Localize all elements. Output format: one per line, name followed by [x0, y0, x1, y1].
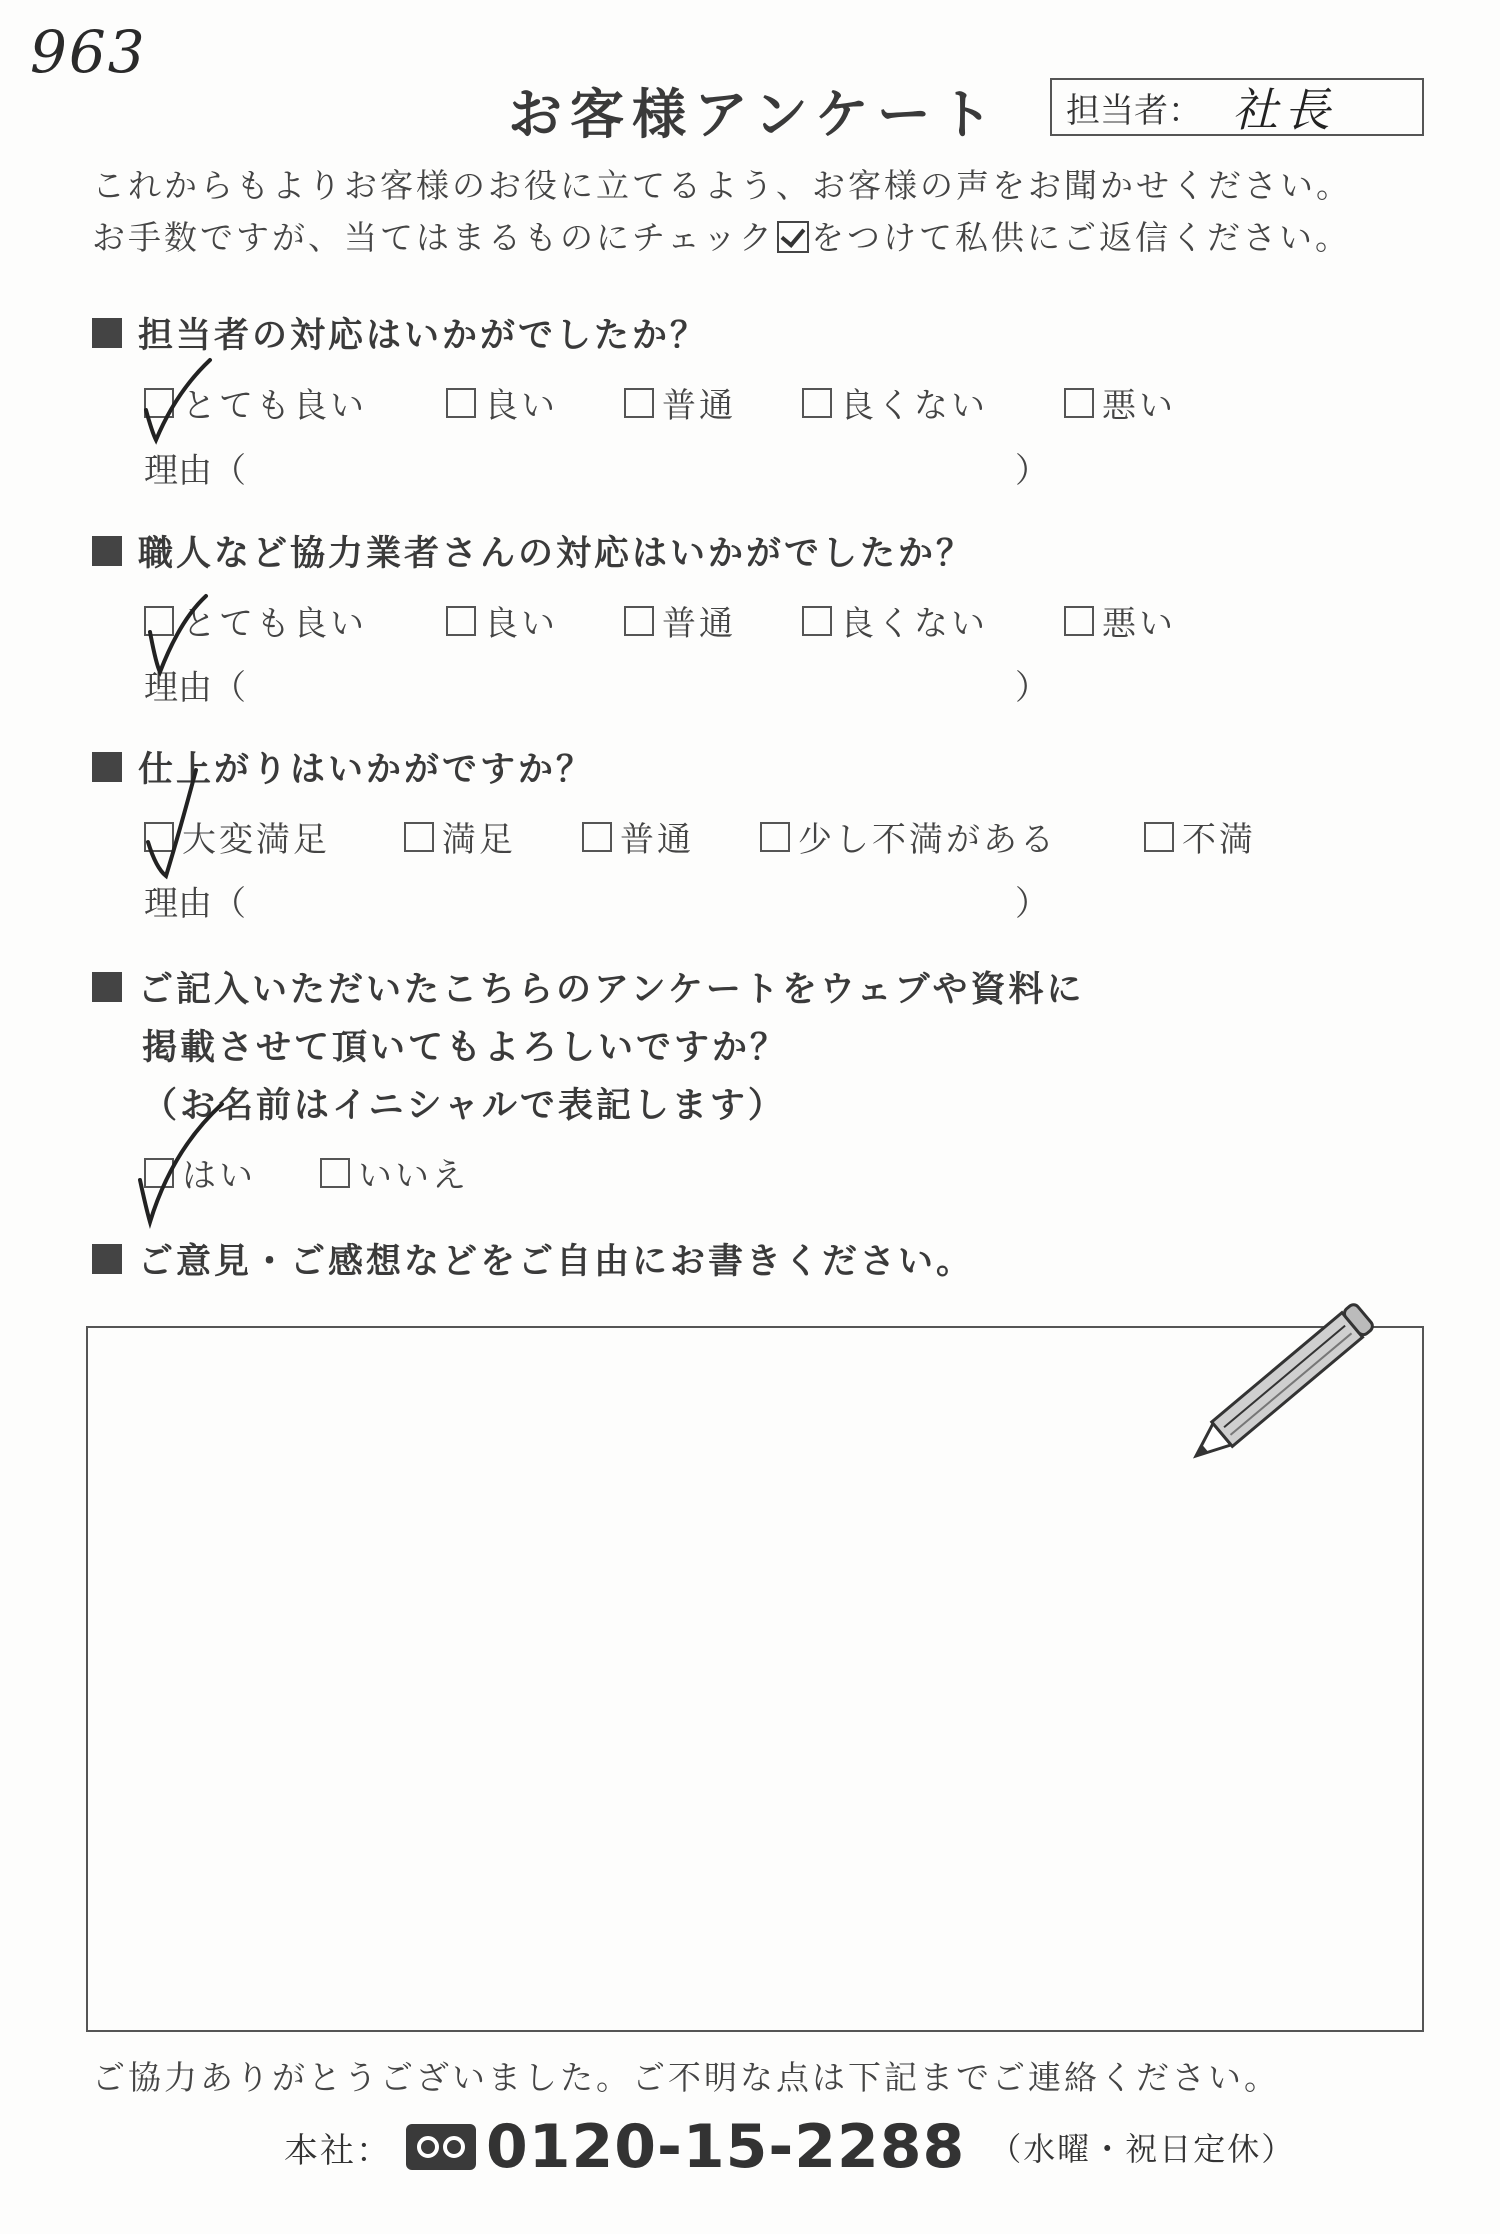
- option-label: はい: [182, 1156, 256, 1196]
- q4-option-no[interactable]: [320, 1148, 469, 1197]
- question-4-text-line-2: 掲載させて頂いてもよろしいですか？: [142, 1028, 789, 1068]
- option-label: とても良い: [182, 604, 367, 644]
- q2-option-3[interactable]: [624, 596, 802, 645]
- intro-line-2-before: お手数ですが、当てはまるものにチェック: [92, 218, 776, 257]
- option-label: 満足: [442, 820, 516, 860]
- option-label: 悪い: [1102, 604, 1176, 644]
- checkbox[interactable]: [320, 1158, 350, 1188]
- intro-line-2: [92, 212, 1351, 259]
- checkbox[interactable]: [760, 822, 790, 852]
- staff-field: [1050, 78, 1424, 136]
- question-5-text: ご意見・ご感想などをご自由にお書きください。: [138, 1242, 975, 1282]
- question-2: [92, 526, 974, 576]
- reason-close: ）: [1015, 884, 1049, 924]
- question-5: [92, 1234, 974, 1284]
- q2-option-5[interactable]: [1064, 596, 1176, 645]
- contact-footer: [284, 2112, 1295, 2182]
- checkbox[interactable]: [802, 388, 832, 418]
- staff-label: 担当者：: [1066, 90, 1202, 131]
- question-4: [92, 962, 1085, 1012]
- phone-number[interactable]: 0120-15-2288: [486, 2112, 966, 2182]
- q3-option-3[interactable]: [582, 812, 760, 861]
- q1-option-5[interactable]: [1064, 378, 1176, 427]
- option-label: 少し不満がある: [798, 820, 1057, 860]
- q3-option-2[interactable]: [404, 812, 582, 861]
- checkbox[interactable]: [404, 822, 434, 852]
- checkbox[interactable]: [446, 606, 476, 636]
- q3-option-1[interactable]: [144, 812, 404, 861]
- question-1: [92, 308, 708, 358]
- bullet-square-icon: [92, 536, 122, 566]
- question-3-options: [144, 812, 1256, 861]
- question-2-reason[interactable]: [144, 660, 1049, 709]
- checkbox[interactable]: [802, 606, 832, 636]
- option-label: 悪い: [1102, 386, 1176, 426]
- q2-option-4[interactable]: [802, 596, 1064, 645]
- comment-area[interactable]: [86, 1326, 1424, 2032]
- option-label: とても良い: [182, 386, 367, 426]
- q4-option-yes[interactable]: [144, 1148, 320, 1197]
- checkbox[interactable]: [624, 606, 654, 636]
- bullet-square-icon: [92, 752, 122, 782]
- question-3-text: 仕上がりはいかがですか？: [138, 750, 595, 790]
- serial-number: 963: [30, 18, 147, 86]
- option-label: 良くない: [840, 386, 988, 426]
- intro-line-1: これからもよりお客様のお役に立てるよう、お客様の声をお聞かせください。: [92, 166, 1352, 205]
- checkbox[interactable]: [144, 1158, 174, 1188]
- reason-label: 理由（: [144, 884, 246, 924]
- q3-option-4[interactable]: [760, 812, 1144, 861]
- question-4-text-line-3: （お名前はイニシャルで表記します）: [142, 1086, 786, 1126]
- reason-close: ）: [1015, 451, 1049, 491]
- hq-label: 本社：: [284, 2130, 392, 2171]
- checkbox[interactable]: [582, 822, 612, 852]
- question-3: [92, 742, 594, 792]
- q1-option-4[interactable]: [802, 378, 1064, 427]
- checkbox[interactable]: [446, 388, 476, 418]
- option-label: 普通: [662, 386, 736, 426]
- checkmark-box-icon: [777, 221, 809, 253]
- reason-label: 理由（: [144, 451, 246, 491]
- question-1-text: 担当者の対応はいかがでしたか？: [138, 316, 709, 356]
- q3-option-5[interactable]: [1144, 812, 1256, 861]
- q2-option-1[interactable]: [144, 596, 446, 645]
- question-3-reason[interactable]: [144, 876, 1049, 925]
- checkbox[interactable]: [624, 388, 654, 418]
- page-title: お客様アンケート: [508, 83, 1001, 146]
- checkbox[interactable]: [144, 822, 174, 852]
- question-1-options: [144, 378, 1176, 427]
- checkbox[interactable]: [1144, 822, 1174, 852]
- bullet-square-icon: [92, 318, 122, 348]
- free-dial-icon: [406, 2124, 476, 2170]
- q1-option-1[interactable]: [144, 378, 446, 427]
- option-label: 普通: [662, 604, 736, 644]
- question-4-text-line-1: ご記入いただいたこちらのアンケートをウェブや資料に: [138, 970, 1085, 1010]
- business-hours: （水曜・祝日定休）: [989, 2130, 1296, 2168]
- option-label: 良い: [484, 386, 558, 426]
- staff-value: 社長: [1232, 83, 1336, 137]
- q1-option-3[interactable]: [624, 378, 802, 427]
- question-4-options: [144, 1148, 469, 1197]
- question-2-text: 職人など協力業者さんの対応はいかがでしたか？: [138, 534, 975, 574]
- question-2-options: [144, 596, 1176, 645]
- q1-option-2[interactable]: [446, 378, 624, 427]
- reason-label: 理由（: [144, 668, 246, 708]
- checkbox[interactable]: [1064, 388, 1094, 418]
- option-label: 大変満足: [182, 820, 330, 860]
- reason-close: ）: [1015, 668, 1049, 708]
- q2-option-2[interactable]: [446, 596, 624, 645]
- option-label: 普通: [620, 820, 694, 860]
- option-label: いいえ: [358, 1156, 469, 1196]
- checkbox[interactable]: [1064, 606, 1094, 636]
- option-label: 良くない: [840, 604, 988, 644]
- bullet-square-icon: [92, 972, 122, 1002]
- closing-message: ご協力ありがとうございました。ご不明な点は下記までご連絡ください。: [92, 2058, 1280, 2097]
- checkbox[interactable]: [144, 606, 174, 636]
- option-label: 良い: [484, 604, 558, 644]
- bullet-square-icon: [92, 1244, 122, 1274]
- question-1-reason[interactable]: [144, 443, 1049, 492]
- option-label: 不満: [1182, 820, 1256, 860]
- checkbox[interactable]: [144, 388, 174, 418]
- intro-line-2-after: をつけて私供にご返信ください。: [811, 218, 1352, 257]
